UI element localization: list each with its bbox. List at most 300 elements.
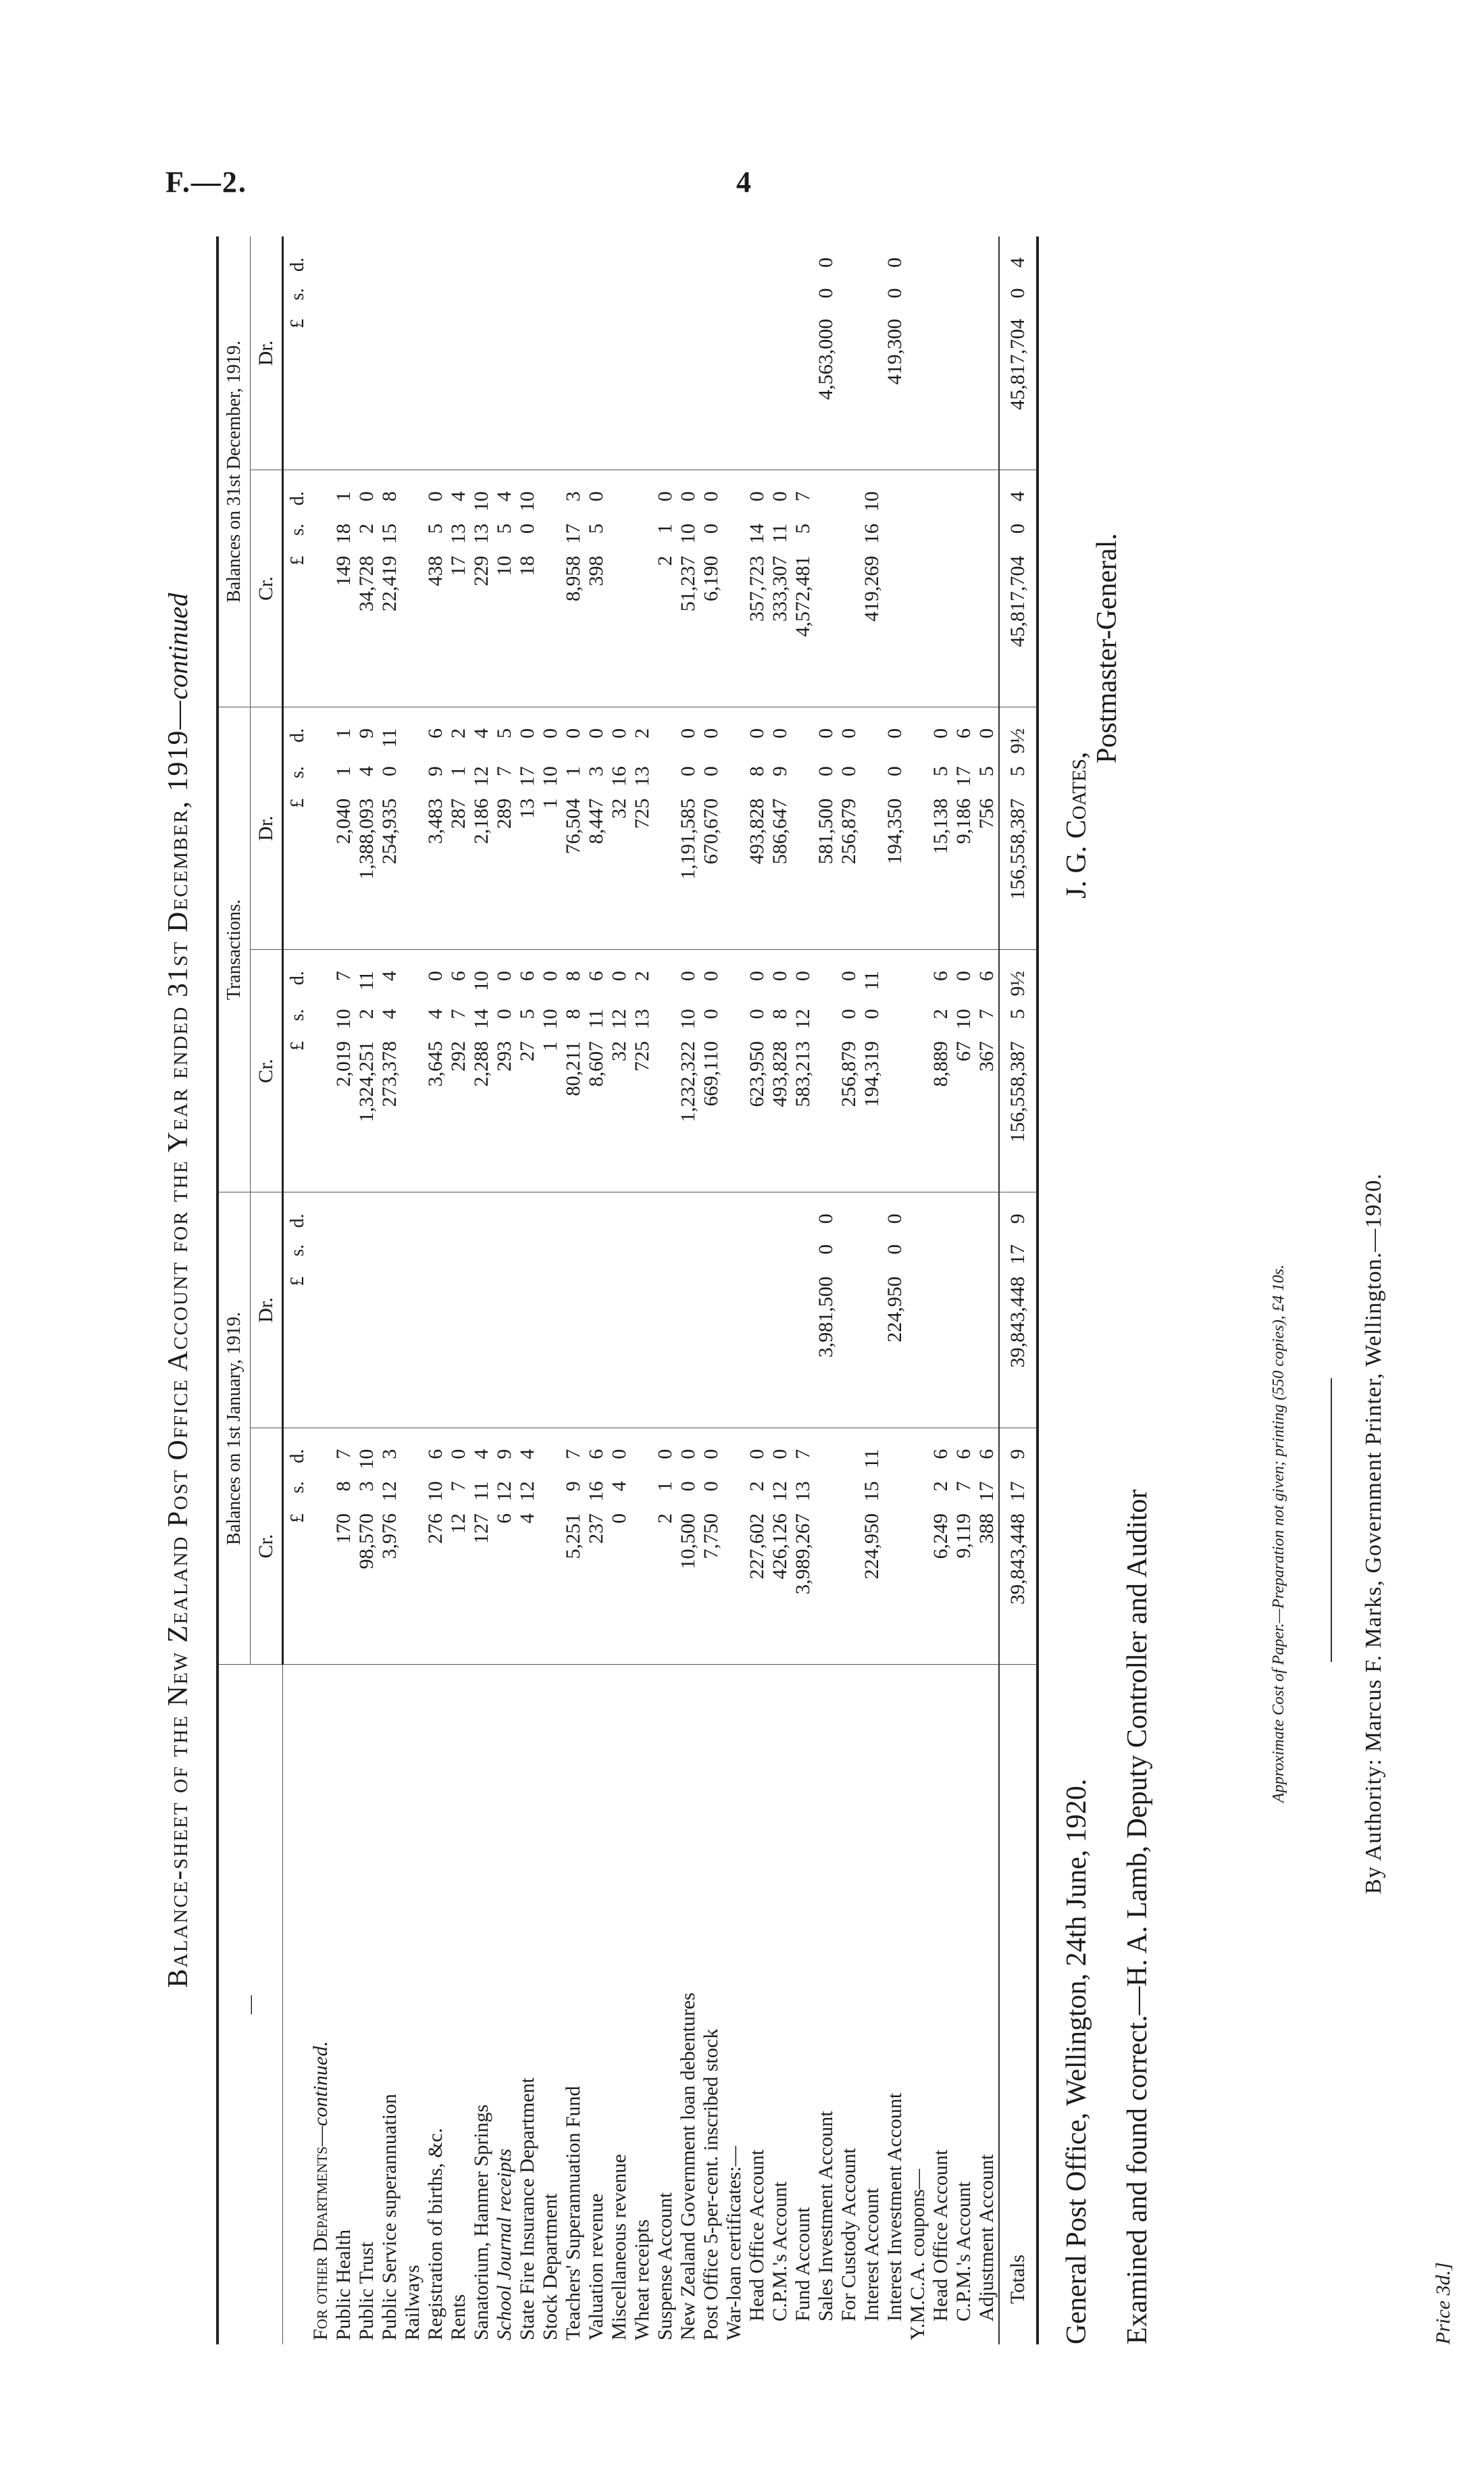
amount-pounds bbox=[470, 1272, 493, 1428]
amount-shillings bbox=[723, 1477, 746, 1509]
unit-d: d. bbox=[287, 728, 308, 743]
col-trans-cr: Cr. bbox=[251, 950, 283, 1192]
table-row bbox=[861, 236, 884, 2344]
amount-shillings bbox=[815, 1477, 838, 1509]
amount-pounds bbox=[470, 315, 493, 470]
amount-pence: 0 bbox=[677, 1449, 699, 1459]
amount-pounds bbox=[906, 1509, 929, 1665]
amount-shillings: 5 bbox=[493, 523, 515, 534]
amount-shillings bbox=[309, 1005, 332, 1037]
amount-pence bbox=[861, 724, 884, 762]
amount-pounds: 276 bbox=[424, 1509, 447, 1665]
table-row bbox=[906, 236, 929, 2344]
amount-shillings bbox=[332, 1240, 355, 1273]
amount-pence bbox=[585, 1209, 608, 1240]
amount-shillings bbox=[746, 1240, 769, 1273]
amount-shillings: 10 bbox=[952, 1009, 975, 1030]
amount-pounds: 333,307 bbox=[769, 552, 792, 707]
amount-shillings bbox=[562, 284, 585, 315]
amount-shillings: 4 bbox=[608, 1481, 630, 1492]
amount-pence: 3 bbox=[562, 491, 584, 502]
cell-spacer bbox=[608, 236, 631, 253]
unit-d: d. bbox=[287, 257, 308, 272]
amount-pence: 0 bbox=[654, 491, 676, 502]
amount-pounds bbox=[838, 1272, 861, 1428]
amount-pounds: 3,976 bbox=[378, 1509, 401, 1665]
amount-pounds bbox=[700, 315, 723, 470]
cell-spacer bbox=[929, 1428, 952, 1445]
cell-spacer bbox=[283, 950, 310, 967]
amount-pounds: 8,607 bbox=[585, 1037, 608, 1192]
amount-pence bbox=[401, 967, 424, 1005]
cell-spacer bbox=[815, 236, 838, 253]
amount-shillings: 1 bbox=[332, 766, 355, 777]
amount-shillings bbox=[309, 284, 332, 315]
cell-spacer bbox=[309, 1192, 332, 1210]
amount-shillings bbox=[975, 520, 999, 552]
amount-pounds: 170 bbox=[332, 1509, 355, 1665]
cell-spacer bbox=[447, 1428, 470, 1445]
amount-pence bbox=[516, 253, 539, 284]
cell-spacer bbox=[493, 470, 516, 488]
cell-spacer bbox=[952, 1428, 975, 1445]
unit-label bbox=[283, 1665, 310, 2344]
amount-pence: 10 bbox=[516, 491, 538, 512]
row-label bbox=[838, 1665, 861, 2344]
amount-shillings: 9 bbox=[562, 1481, 584, 1492]
amount-pounds bbox=[884, 552, 906, 707]
table-row bbox=[769, 236, 792, 2344]
amount-shillings bbox=[447, 1240, 470, 1273]
cell-spacer bbox=[493, 1192, 516, 1210]
amount-shillings bbox=[493, 1240, 516, 1273]
amount-shillings bbox=[562, 1240, 585, 1273]
title-main: Balance-sheet of the New Zealand Post Office Account for the Year ended 31st December, 1919— bbox=[163, 699, 194, 1988]
amount-pounds: 493,828 bbox=[769, 1037, 792, 1192]
cell-spacer bbox=[585, 707, 608, 724]
cell-spacer bbox=[608, 950, 631, 967]
amount-shillings: 14 bbox=[746, 523, 768, 544]
amount-pence bbox=[424, 1209, 447, 1240]
amount-pence: 0 bbox=[424, 491, 446, 502]
amount-shillings: 17 bbox=[999, 1240, 1038, 1273]
amount-shillings: 1 bbox=[562, 766, 584, 777]
amount-shillings bbox=[539, 284, 562, 315]
amount-shillings bbox=[424, 1240, 447, 1273]
amount-shillings bbox=[654, 1240, 677, 1273]
amount-pounds: 4,563,000 bbox=[815, 315, 838, 470]
amount-pounds bbox=[309, 1037, 332, 1192]
amount-pence bbox=[309, 1209, 332, 1240]
cell-spacer bbox=[929, 236, 952, 253]
amount-pence: 6 bbox=[447, 971, 469, 982]
amount-pounds: 32 bbox=[608, 795, 631, 950]
cell-spacer bbox=[906, 236, 929, 253]
amount-shillings: 12 bbox=[470, 766, 492, 787]
amount-shillings: 2 bbox=[355, 1009, 378, 1020]
document-reference: F.—2. bbox=[165, 166, 247, 199]
amount-shillings: 9 bbox=[424, 766, 446, 777]
amount-shillings: 11 bbox=[585, 1009, 607, 1029]
amount-pence bbox=[378, 253, 401, 284]
amount-pence: 0 bbox=[815, 1213, 837, 1224]
amount-pence bbox=[585, 253, 608, 284]
cell-spacer bbox=[562, 236, 585, 253]
amount-shillings bbox=[401, 284, 424, 315]
amount-shillings bbox=[585, 1240, 608, 1273]
amount-pounds bbox=[424, 1272, 447, 1428]
amount-pence bbox=[746, 253, 769, 284]
amount-pence bbox=[815, 967, 838, 1005]
cell-spacer bbox=[815, 1192, 838, 1210]
cell-spacer bbox=[608, 1428, 631, 1445]
amount-pence: 0 bbox=[838, 971, 860, 982]
amount-pence bbox=[838, 487, 861, 520]
cell-spacer bbox=[493, 236, 516, 253]
table-row bbox=[746, 236, 769, 2344]
amount-pounds: 98,570 bbox=[355, 1509, 378, 1665]
cell-spacer bbox=[631, 1428, 654, 1445]
amount-pence bbox=[401, 487, 424, 520]
row-label-text: Registration of births, &c. bbox=[424, 2128, 446, 2340]
amount-pence: 2 bbox=[631, 728, 653, 738]
amount-pence: 4 bbox=[999, 487, 1038, 520]
amount-pounds bbox=[746, 315, 769, 470]
amount-pence: 4 bbox=[470, 1449, 492, 1459]
table-row bbox=[929, 236, 952, 2344]
amount-pounds bbox=[792, 795, 815, 950]
amount-pounds: 51,237 bbox=[677, 552, 700, 707]
printer-authority: By Authority: Marcus F. Marks, Government Printer, Wellington.—1920. bbox=[1361, 1173, 1386, 1894]
cell-spacer bbox=[975, 470, 999, 488]
amount-shillings: 1 bbox=[447, 766, 469, 777]
row-label-text: Adjustment Account bbox=[975, 2154, 998, 2321]
amount-pounds bbox=[516, 1272, 539, 1428]
cell-spacer bbox=[975, 236, 999, 253]
amount-pounds bbox=[608, 552, 631, 707]
amount-shillings: 0 bbox=[700, 523, 722, 534]
amount-pence: 0 bbox=[539, 971, 561, 982]
amount-pounds bbox=[906, 795, 929, 950]
unit-d: d. bbox=[287, 1449, 308, 1463]
amount-shillings bbox=[355, 284, 378, 315]
amount-shillings: 0 bbox=[700, 1481, 722, 1492]
amount-shillings bbox=[608, 284, 631, 315]
amount-pence: 0 bbox=[700, 491, 722, 502]
amount-pence: 4 bbox=[516, 1449, 538, 1459]
amount-pence bbox=[631, 253, 654, 284]
cell-spacer bbox=[516, 236, 539, 253]
row-label-text: Sales Investment Account bbox=[815, 2111, 837, 2321]
amount-pence bbox=[884, 1445, 906, 1478]
cell-spacer bbox=[838, 707, 861, 724]
cell-spacer bbox=[585, 1192, 608, 1210]
cell-spacer bbox=[952, 470, 975, 488]
amount-pence: 9½ bbox=[999, 724, 1038, 762]
amount-pence: 0 bbox=[608, 971, 630, 982]
amount-pence bbox=[929, 1209, 952, 1240]
cell-spacer bbox=[723, 470, 746, 488]
amount-shillings: 1 bbox=[654, 523, 676, 534]
amount-pounds bbox=[906, 1272, 929, 1428]
cell-spacer bbox=[493, 950, 516, 967]
amount-pounds: 18 bbox=[516, 552, 539, 707]
cell-spacer bbox=[700, 470, 723, 488]
amount-pence: 4 bbox=[493, 491, 515, 502]
amount-shillings bbox=[309, 1240, 332, 1273]
amount-pounds bbox=[631, 552, 654, 707]
amount-pounds bbox=[654, 315, 677, 470]
cost-note: Approximate Cost of Paper.—Preparation not given; printing (550 copies), £4 10s. bbox=[1270, 1264, 1287, 1803]
amount-pence: 3 bbox=[378, 1449, 401, 1459]
amount-shillings bbox=[700, 284, 723, 315]
amount-shillings: 0 bbox=[815, 766, 837, 777]
totals-row bbox=[999, 236, 1038, 2344]
amount-pounds: 227,602 bbox=[746, 1509, 769, 1665]
amount-pounds bbox=[723, 795, 746, 950]
cell-spacer bbox=[700, 1428, 723, 1445]
amount-shillings: 0 bbox=[700, 1009, 722, 1020]
amount-pence bbox=[309, 1445, 332, 1478]
amount-pence bbox=[355, 1209, 378, 1240]
cell-spacer bbox=[309, 236, 332, 253]
amount-shillings: 17 bbox=[562, 523, 584, 544]
amount-pounds: 3,645 bbox=[424, 1037, 447, 1192]
cell-spacer bbox=[378, 707, 401, 724]
cell-spacer bbox=[470, 950, 493, 967]
amount-shillings bbox=[516, 284, 539, 315]
cell-spacer bbox=[283, 470, 310, 488]
amount-pounds: 2,040 bbox=[332, 795, 355, 950]
amount-pounds: 149 bbox=[332, 552, 355, 707]
amount-pence bbox=[792, 1209, 815, 1240]
amount-pounds: 8,958 bbox=[562, 552, 585, 707]
cell-spacer bbox=[861, 470, 884, 488]
amount-pence bbox=[723, 1209, 746, 1240]
cell-spacer bbox=[332, 707, 355, 724]
amount-pence: 0 bbox=[677, 728, 699, 738]
amount-pence bbox=[884, 967, 906, 1005]
amount-shillings bbox=[355, 1240, 378, 1273]
amount-pounds: 1 bbox=[539, 795, 562, 950]
cell-spacer bbox=[332, 950, 355, 967]
cell-spacer bbox=[309, 950, 332, 967]
row-label-text: War-loan certificates:— bbox=[723, 2146, 745, 2340]
amount-shillings bbox=[884, 520, 906, 552]
amount-pounds: 3,981,500 bbox=[815, 1272, 838, 1428]
cell-spacer bbox=[654, 1428, 677, 1445]
amount-shillings: 5 bbox=[999, 762, 1038, 795]
amount-pounds bbox=[861, 795, 884, 950]
row-label-text: School Journal receipts bbox=[493, 2148, 515, 2340]
amount-pounds bbox=[929, 1272, 952, 1428]
amount-pence: 8 bbox=[562, 971, 584, 982]
amount-pence bbox=[654, 1209, 677, 1240]
amount-shillings bbox=[792, 762, 815, 795]
amount-pence: 0 bbox=[493, 971, 515, 982]
table-body bbox=[283, 236, 1038, 2344]
amount-pounds: 80,211 bbox=[562, 1037, 585, 1192]
amount-pence: 0 bbox=[884, 728, 906, 738]
amount-shillings: 0 bbox=[861, 1009, 883, 1020]
amount-shillings bbox=[929, 1240, 952, 1273]
cell-spacer bbox=[838, 950, 861, 967]
cell-spacer bbox=[700, 1192, 723, 1210]
cell-spacer bbox=[516, 950, 539, 967]
amount-pounds: 426,126 bbox=[769, 1509, 792, 1665]
row-label-text: Miscellaneous revenue bbox=[608, 2154, 630, 2340]
amount-pounds: 419,300 bbox=[884, 315, 906, 470]
row-label bbox=[792, 1665, 815, 2344]
amount-pounds bbox=[975, 552, 999, 707]
amount-pounds bbox=[838, 315, 861, 470]
amount-pence bbox=[631, 1209, 654, 1240]
table-row bbox=[378, 236, 401, 2344]
amount-shillings bbox=[723, 762, 746, 795]
amount-shillings: 2 bbox=[355, 523, 378, 534]
cell-spacer bbox=[562, 470, 585, 488]
row-label bbox=[585, 1665, 608, 2344]
cell-spacer bbox=[815, 707, 838, 724]
amount-pence: 6 bbox=[929, 1449, 952, 1459]
amount-pence bbox=[470, 253, 493, 284]
label-column-header: — bbox=[218, 1665, 283, 2344]
cell-spacer bbox=[654, 707, 677, 724]
amount-pounds: 2 bbox=[654, 1509, 677, 1665]
amount-pence bbox=[677, 1209, 700, 1240]
amount-pence: 0 bbox=[585, 728, 607, 738]
row-label bbox=[769, 1665, 792, 2344]
amount-shillings: 8 bbox=[332, 1481, 355, 1492]
unit-s: s. bbox=[287, 1009, 308, 1022]
cell-spacer bbox=[332, 1192, 355, 1210]
amount-shillings: 0 bbox=[493, 1009, 515, 1020]
amount-pence: 0 bbox=[700, 971, 722, 982]
amount-pence bbox=[884, 487, 906, 520]
amount-shillings: 3 bbox=[355, 1481, 378, 1492]
col-opening-cr: Cr. bbox=[251, 1428, 283, 1665]
amount-pence bbox=[493, 1209, 516, 1240]
auditor-line: Examined and found correct.—H. A. Lamb, Deputy Controller and Auditor bbox=[1122, 1489, 1153, 2344]
amount-pence bbox=[608, 487, 631, 520]
amount-shillings bbox=[470, 284, 493, 315]
amount-pounds bbox=[309, 315, 332, 470]
amount-pence: 6 bbox=[424, 728, 446, 738]
cell-spacer bbox=[516, 707, 539, 724]
amount-pounds bbox=[654, 1037, 677, 1192]
row-label bbox=[539, 1665, 562, 2344]
amount-pence bbox=[723, 1445, 746, 1478]
amount-shillings: 8 bbox=[562, 1009, 584, 1020]
amount-pounds: 45,817,704 bbox=[999, 552, 1038, 707]
unit-s: s. bbox=[287, 288, 308, 301]
cell-spacer bbox=[975, 950, 999, 967]
amount-pounds bbox=[723, 1509, 746, 1665]
amount-pounds bbox=[562, 315, 585, 470]
unit-s: s. bbox=[287, 1244, 308, 1257]
cell-spacer bbox=[283, 1428, 310, 1445]
cell-spacer bbox=[884, 470, 906, 488]
amount-shillings bbox=[792, 284, 815, 315]
amount-pounds bbox=[723, 315, 746, 470]
cell-spacer bbox=[470, 470, 493, 488]
amount-shillings: 13 bbox=[470, 523, 492, 544]
amount-pence: 0 bbox=[608, 1449, 630, 1459]
amount-pounds bbox=[815, 552, 838, 707]
amount-pounds bbox=[378, 315, 401, 470]
cell-spacer bbox=[309, 470, 332, 488]
amount-pounds bbox=[952, 315, 975, 470]
amount-shillings: 10 bbox=[424, 1481, 446, 1502]
amount-pounds bbox=[906, 552, 929, 707]
cell-spacer bbox=[654, 1192, 677, 1210]
amount-pence: 0 bbox=[952, 971, 975, 982]
col-opening-dr: Dr. bbox=[251, 1192, 283, 1428]
amount-shillings: 0 bbox=[999, 520, 1038, 552]
amount-shillings bbox=[608, 520, 631, 552]
amount-pence bbox=[631, 1445, 654, 1478]
row-label bbox=[700, 1665, 723, 2344]
amount-shillings bbox=[792, 1240, 815, 1273]
amount-pounds bbox=[401, 1272, 424, 1428]
unit-pound: £ bbox=[283, 795, 310, 950]
amount-pounds bbox=[516, 315, 539, 470]
cell-spacer bbox=[792, 950, 815, 967]
amount-pounds: 127 bbox=[470, 1509, 493, 1665]
cell-spacer bbox=[975, 1192, 999, 1210]
amount-pence: 10 bbox=[470, 491, 492, 512]
amount-pounds: 388 bbox=[975, 1509, 999, 1665]
amount-pounds bbox=[631, 1272, 654, 1428]
group-opening-balances: Balances on 1st January, 1919. bbox=[218, 1192, 251, 1665]
cell-spacer bbox=[999, 1428, 1038, 1445]
amount-shillings: 0 bbox=[700, 766, 722, 777]
row-label bbox=[608, 1665, 631, 2344]
amount-shillings bbox=[631, 520, 654, 552]
amount-pence bbox=[723, 253, 746, 284]
amount-pounds bbox=[677, 1272, 700, 1428]
document-footer bbox=[1060, 236, 1454, 2344]
cell-spacer bbox=[929, 950, 952, 967]
row-label-text: Head Office Account bbox=[746, 2149, 768, 2321]
row-label bbox=[355, 1665, 378, 2344]
amount-pounds: 224,950 bbox=[861, 1509, 884, 1665]
amount-pence: 11 bbox=[378, 728, 401, 748]
amount-pounds bbox=[838, 552, 861, 707]
cell-spacer bbox=[355, 236, 378, 253]
amount-shillings: 15 bbox=[861, 1481, 883, 1502]
amount-pence bbox=[539, 1445, 562, 1478]
cell-spacer bbox=[401, 1192, 424, 1210]
amount-shillings bbox=[723, 1005, 746, 1037]
amount-shillings bbox=[539, 1477, 562, 1509]
cell-spacer bbox=[585, 1428, 608, 1445]
amount-pence: 7 bbox=[332, 1449, 355, 1459]
amount-pence: 0 bbox=[746, 728, 768, 738]
amount-shillings bbox=[723, 520, 746, 552]
amount-pence: 9 bbox=[999, 1209, 1038, 1240]
amount-pence bbox=[746, 1209, 769, 1240]
amount-pounds: 32 bbox=[608, 1037, 631, 1192]
row-label-text: Railways bbox=[401, 2265, 424, 2340]
amount-pounds bbox=[493, 315, 516, 470]
amount-pence bbox=[447, 253, 470, 284]
amount-pounds: 1,232,322 bbox=[677, 1037, 700, 1192]
unit-d: d. bbox=[287, 971, 308, 986]
amount-shillings: 0 bbox=[884, 1244, 906, 1255]
cell-spacer bbox=[838, 236, 861, 253]
amount-shillings: 17 bbox=[975, 1481, 998, 1502]
